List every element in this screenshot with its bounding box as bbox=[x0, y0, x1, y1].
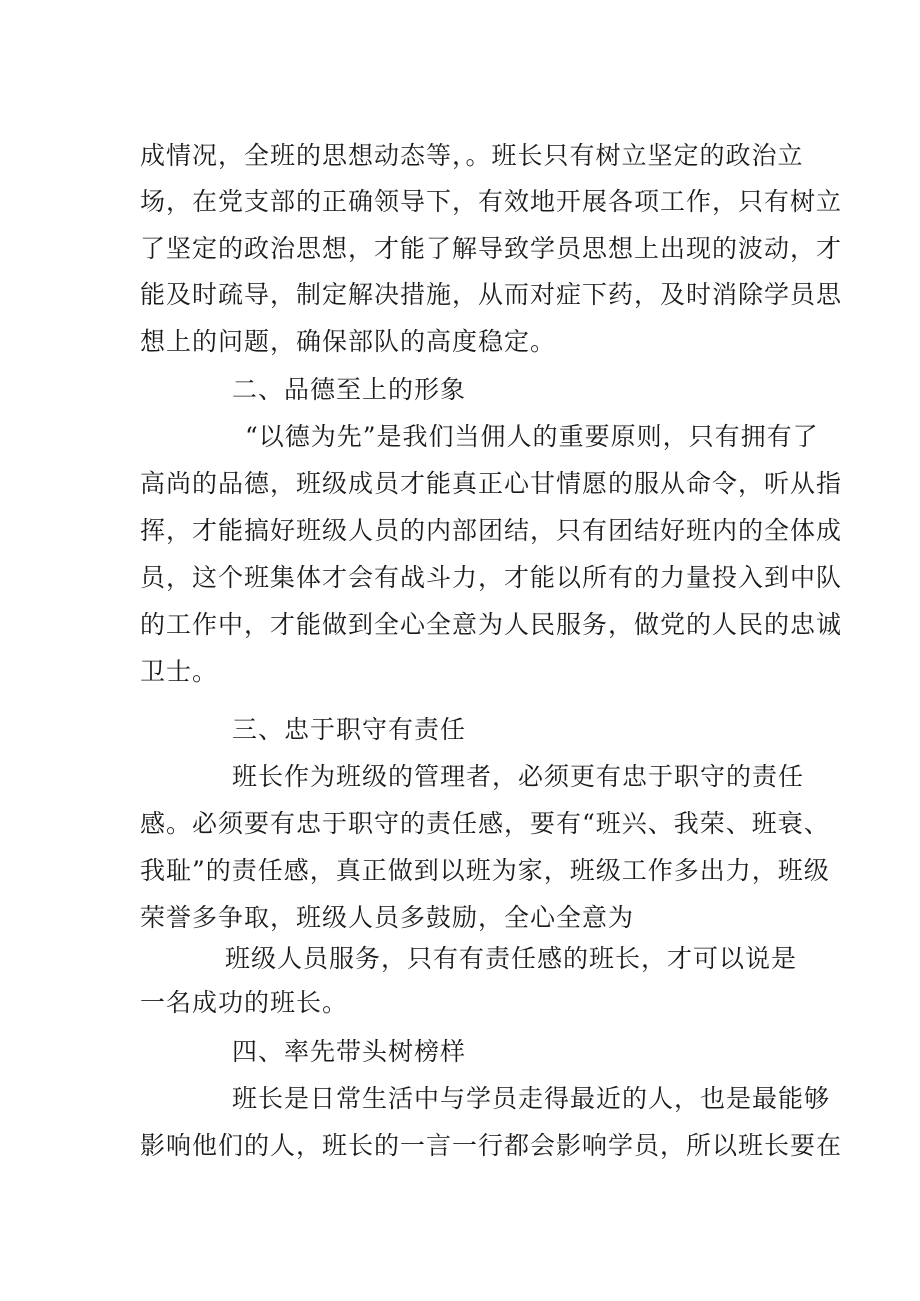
paragraph-line: 影响他们的人，班长的一言一行都会影响学员，所以班长要在 bbox=[140, 1131, 843, 1160]
paragraph-line: 班长作为班级的管理者，必须更有忠于职守的责任 bbox=[232, 762, 805, 791]
paragraph-line: 场，在党支部的正确领导下，有效地开展各项工作，只有树立 bbox=[140, 187, 843, 216]
paragraph-line: 荣誉多争取，班级人员多鼓励，全心全意为 bbox=[140, 903, 635, 932]
paragraph-line: 的工作中，才能做到全心全意为人民服务，做党的人民的忠诚 bbox=[140, 610, 843, 639]
paragraph-line: “以德为先”是我们当佣人的重要原则，只有拥有了 bbox=[245, 422, 819, 451]
paragraph-line: 了坚定的政治思想，才能了解导致学员思想上出现的波动，才 bbox=[140, 234, 843, 263]
paragraph-line: 班级人员服务，只有有责任感的班长，才可以说是 bbox=[225, 944, 798, 973]
paragraph-line: 一名成功的班长。 bbox=[140, 988, 349, 1017]
paragraph-line: 我耻”的责任感，真正做到以班为家，班级工作多出力，班级 bbox=[140, 856, 830, 885]
paragraph-line: 卫士。 bbox=[140, 657, 219, 686]
paragraph-line: 班长是日常生活中与学员走得最近的人，也是最能够 bbox=[232, 1084, 831, 1113]
paragraph-line: 高尚的品德，班级成员才能真正心甘情愿的服从命令，听从指 bbox=[140, 469, 843, 498]
paragraph-line: 挥，才能搞好班级人员的内部团结，只有团结好班内的全体成 bbox=[140, 516, 843, 545]
section-heading: 三、忠于职守有责任 bbox=[232, 715, 467, 744]
paragraph-line: 能及时疏导，制定解决措施，从而对症下药，及时消除学员思 bbox=[140, 280, 843, 309]
paragraph-line: 成情况，全班的思想动态等，。班长只有树立坚定的政治立 bbox=[140, 141, 804, 170]
paragraph-line: 感。必须要有忠于职守的责任感，要有“班兴、我荣、班衰、 bbox=[140, 809, 830, 838]
paragraph-line: 想上的问题，确保部队的高度稳定。 bbox=[140, 327, 557, 356]
paragraph-line: 员，这个班集体才会有战斗力，才能以所有的力量投入到中队 bbox=[140, 563, 843, 592]
section-heading: 四、率先带头树榜样 bbox=[232, 1037, 467, 1066]
section-heading: 二、品德至上的形象 bbox=[232, 375, 467, 404]
